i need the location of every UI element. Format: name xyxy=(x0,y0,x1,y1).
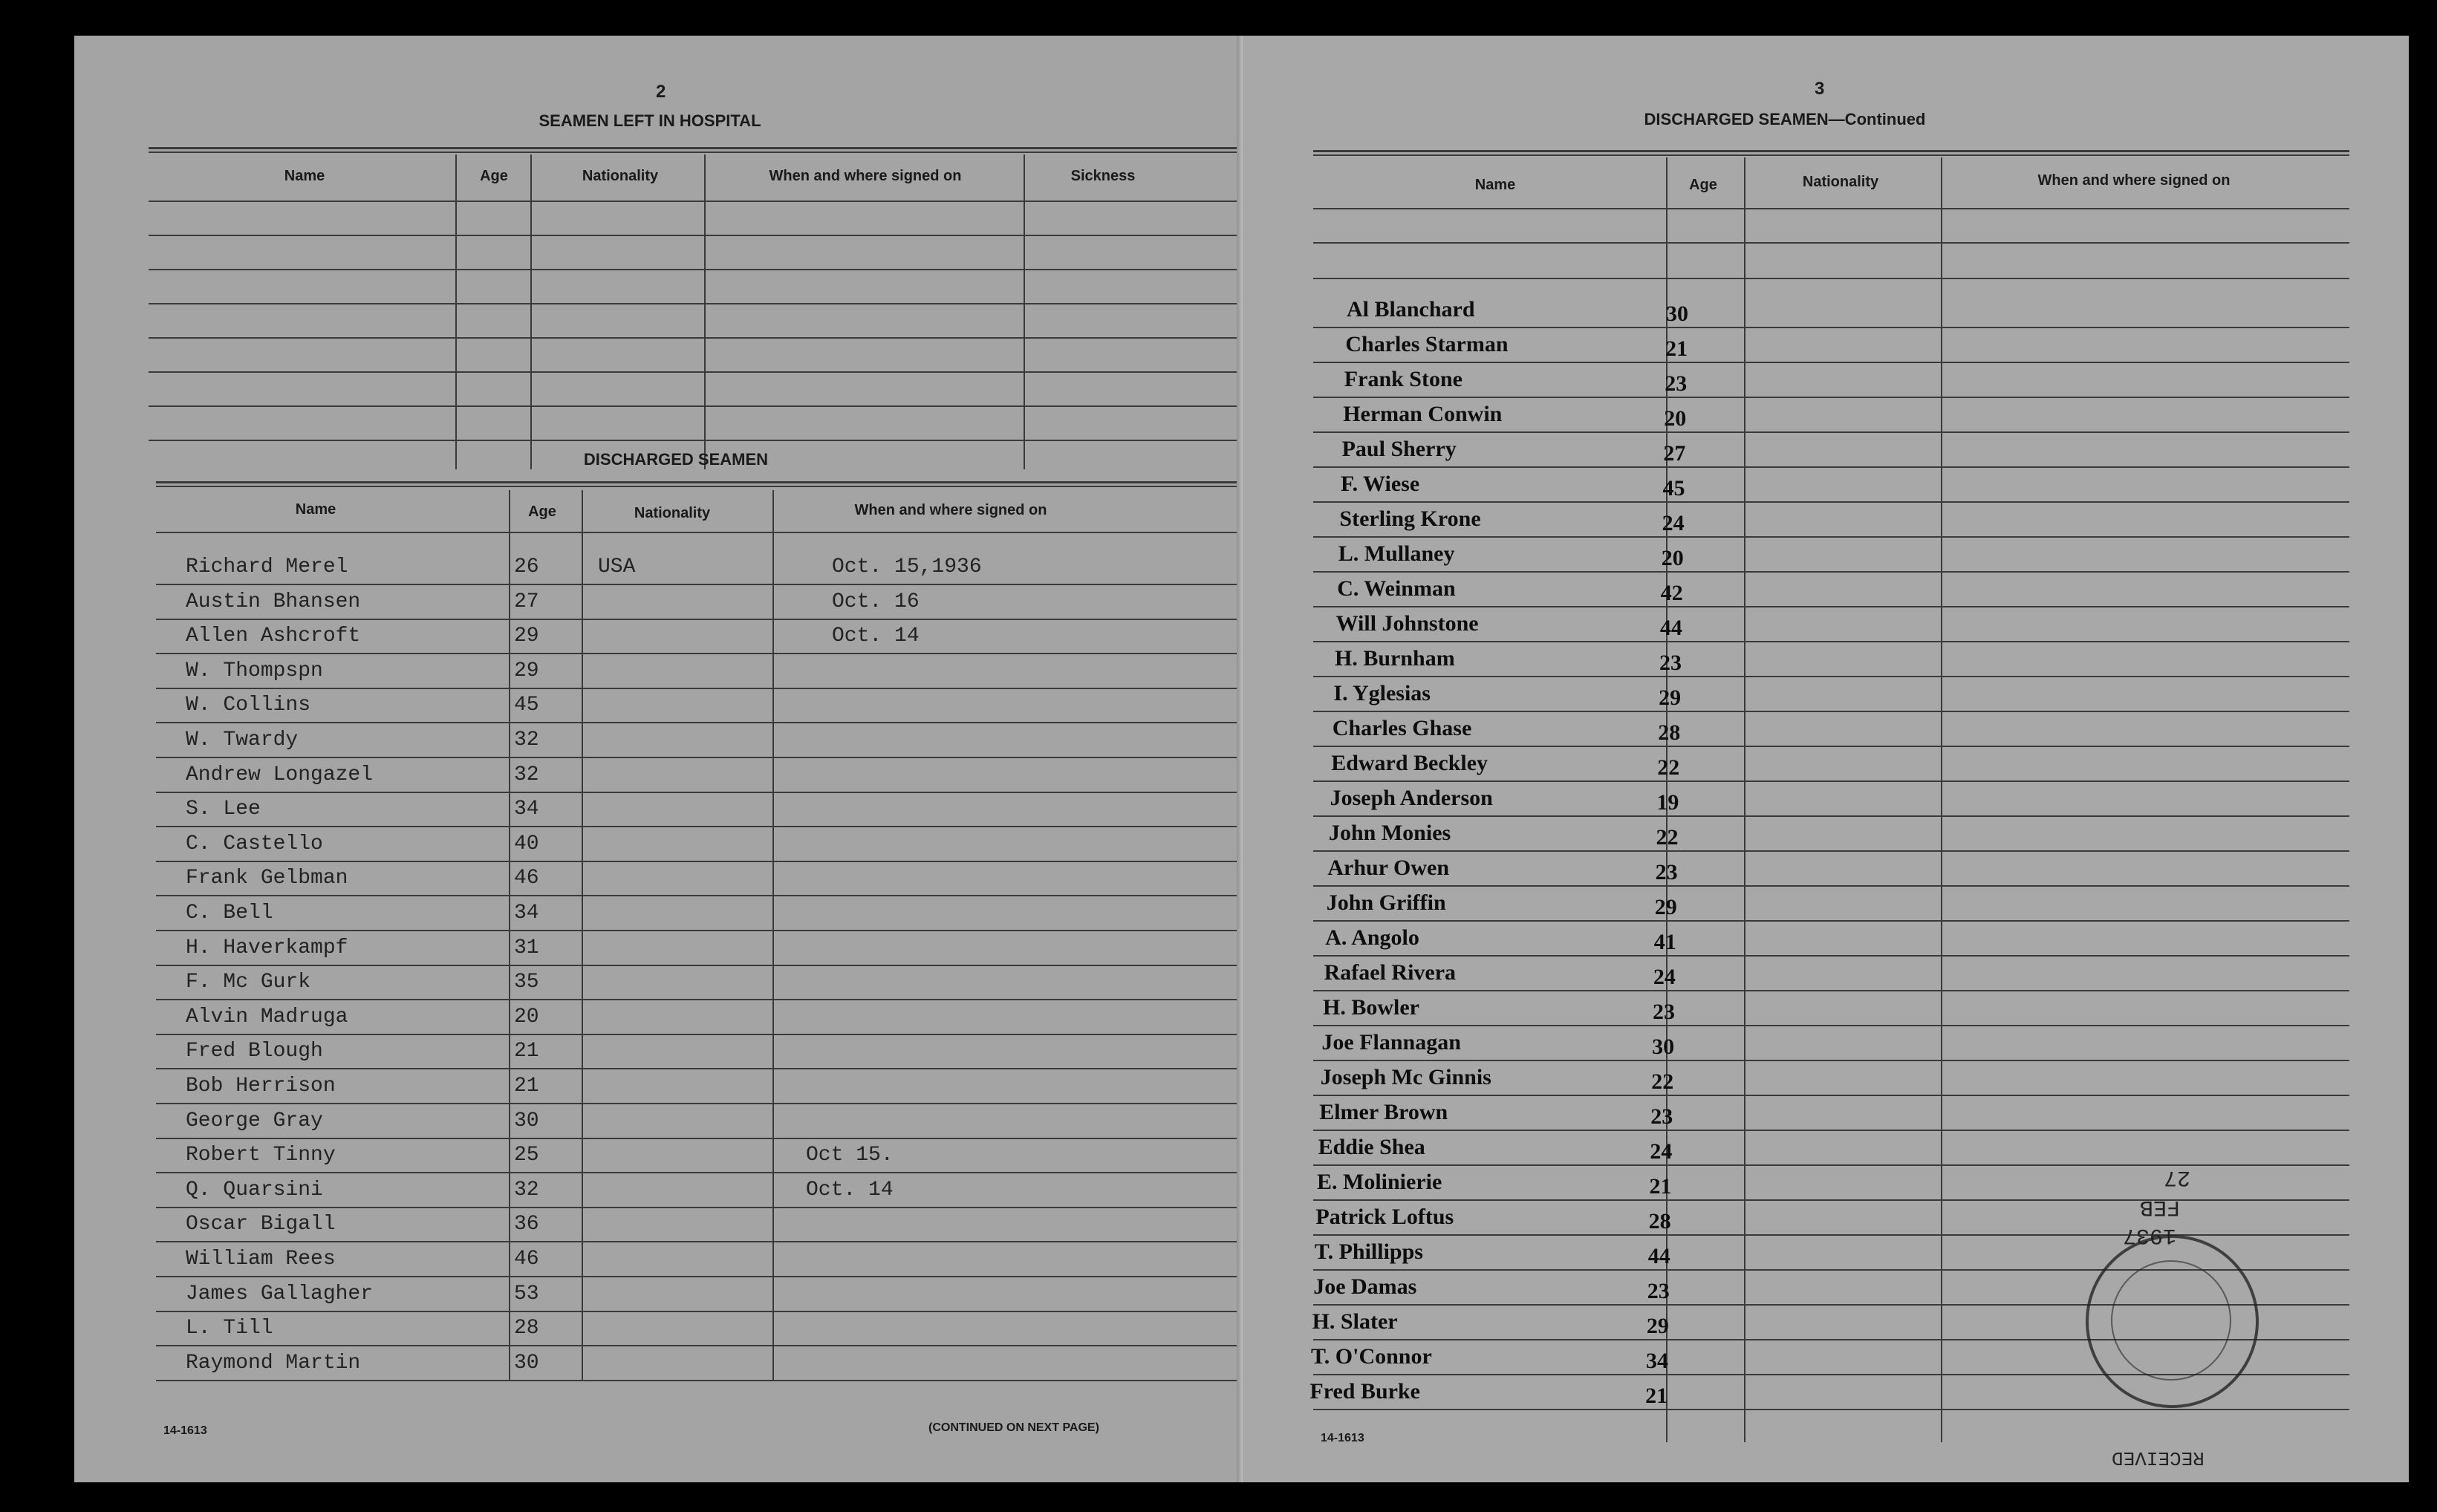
seaman-age: 24 xyxy=(1662,511,1685,535)
seaman-name: Joseph Anderson xyxy=(1330,786,1493,810)
seaman-signed-on: Oct 15. xyxy=(806,1144,894,1167)
seaman-name: Joe Flannagan xyxy=(1321,1030,1461,1055)
discharged-col-signed: When and where signed on xyxy=(854,502,1047,518)
row-rule xyxy=(156,1345,1243,1346)
seaman-age: 21 xyxy=(1665,336,1688,361)
seaman-name: Sterling Krone xyxy=(1339,506,1481,531)
seaman-name: A. Angolo xyxy=(1325,925,1419,950)
seaman-age: 28 xyxy=(1648,1209,1671,1234)
seaman-name: Robert Tinny xyxy=(186,1144,336,1167)
seaman-age: 32 xyxy=(514,763,539,786)
seaman-name: C. Bell xyxy=(186,902,273,925)
seaman-age: 32 xyxy=(514,1178,539,1202)
seaman-name: W. Collins xyxy=(186,694,311,717)
row-rule xyxy=(156,999,1243,1000)
seaman-signed-on: Oct. 16 xyxy=(832,590,920,613)
row-rule xyxy=(156,1276,1243,1277)
row-rule xyxy=(156,1034,1243,1035)
row-rule xyxy=(156,1207,1243,1208)
seaman-name: Alvin Madruga xyxy=(186,1005,348,1029)
seaman-name: W. Thompspn xyxy=(186,659,323,682)
row-rule xyxy=(1313,501,2349,503)
form-number: 14-1613 xyxy=(1321,1432,1364,1444)
page-number: 3 xyxy=(1815,79,1825,99)
row-rule xyxy=(1313,1025,2349,1026)
seaman-name: Bob Herrison xyxy=(186,1075,336,1098)
seaman-name: Andrew Longazel xyxy=(186,763,374,786)
seaman-age: 36 xyxy=(514,1213,539,1236)
row-rule xyxy=(156,584,1243,585)
seaman-age: 22 xyxy=(1657,755,1680,780)
seaman-age: 27 xyxy=(1663,441,1686,466)
seaman-age: 30 xyxy=(1666,302,1688,326)
seaman-age: 31 xyxy=(514,936,539,959)
discharged-continued-title: DISCHARGED SEAMEN—Continued xyxy=(1644,110,1926,128)
row-rule xyxy=(156,1380,1243,1381)
row-rule xyxy=(1313,397,2349,398)
seaman-name: L. Mullaney xyxy=(1338,541,1455,566)
row-rule xyxy=(156,757,1243,758)
seaman-name: William Rees xyxy=(186,1248,336,1271)
seaman-age: 44 xyxy=(1659,616,1682,640)
row-rule xyxy=(1313,641,2349,642)
seaman-name: Eddie Shea xyxy=(1318,1135,1425,1159)
hospital-section-title: SEAMEN LEFT IN HOSPITAL xyxy=(539,111,761,130)
received-mark: RECEIVED xyxy=(2112,1447,2205,1469)
col-name: Name xyxy=(1474,177,1516,193)
seaman-name: Joseph Mc Ginnis xyxy=(1320,1065,1491,1089)
seaman-name: L. Till xyxy=(186,1317,273,1340)
seaman-name: H. Bowler xyxy=(1323,995,1419,1020)
seaman-age: 30 xyxy=(514,1351,539,1375)
seaman-age: 27 xyxy=(514,590,539,613)
seaman-name: H. Burnham xyxy=(1335,646,1455,671)
seaman-name: Fred Burke xyxy=(1309,1379,1420,1404)
seaman-age: 22 xyxy=(1656,825,1679,850)
row-rule xyxy=(1313,1095,2349,1096)
seaman-name: Oscar Bigall xyxy=(186,1213,336,1236)
col-nationality: Nationality xyxy=(1802,174,1879,190)
row-rule xyxy=(1313,885,2349,887)
seaman-signed-on: Oct. 15,1936 xyxy=(832,555,982,579)
seaman-age: 28 xyxy=(1658,720,1681,745)
row-rule xyxy=(156,619,1243,620)
seaman-age: 23 xyxy=(1650,1104,1673,1129)
seaman-age: 23 xyxy=(1665,371,1688,396)
seaman-name: E. Molinierie xyxy=(1317,1170,1442,1194)
seaman-age: 34 xyxy=(1646,1349,1668,1373)
seaman-name: F. Mc Gurk xyxy=(186,971,311,994)
row-rule xyxy=(1313,327,2349,328)
seaman-name: John Griffin xyxy=(1326,890,1446,915)
row-rule xyxy=(1313,850,2349,852)
left-page xyxy=(74,36,1243,1482)
row-rule xyxy=(156,965,1243,966)
col-age: Age xyxy=(1689,177,1717,193)
row-rule xyxy=(156,930,1243,931)
seaman-name: Arhur Owen xyxy=(1327,856,1450,880)
seaman-age: 25 xyxy=(514,1144,539,1167)
seaman-age: 29 xyxy=(514,659,539,682)
stamp-date-year: 1937 xyxy=(2123,1222,2177,1248)
row-rule xyxy=(156,722,1243,723)
seaman-age: 46 xyxy=(514,1248,539,1271)
row-rule xyxy=(1313,990,2349,991)
hospital-col-sickness: Sickness xyxy=(1070,168,1136,184)
row-rule xyxy=(1313,431,2349,433)
hospital-col-signed: When and where signed on xyxy=(769,168,962,184)
row-rule xyxy=(1313,1130,2349,1131)
seaman-age: 21 xyxy=(1645,1384,1668,1408)
seaman-name: Will Johnstone xyxy=(1335,611,1479,636)
row-rule xyxy=(1313,781,2349,782)
seaman-age: 30 xyxy=(514,1109,539,1133)
seaman-age: 53 xyxy=(514,1282,539,1306)
seaman-name: Al Blanchard xyxy=(1347,297,1475,322)
seaman-age: 32 xyxy=(514,729,539,752)
seaman-name: Rafael Rivera xyxy=(1324,960,1457,985)
row-rule xyxy=(1313,606,2349,607)
seaman-name: Patrick Loftus xyxy=(1315,1205,1454,1229)
hospital-col-nationality: Nationality xyxy=(582,168,659,184)
row-rule xyxy=(1313,1164,2349,1166)
seaman-name: F. Wiese xyxy=(1341,472,1420,496)
row-rule xyxy=(1313,536,2349,538)
form-number: 14-1613 xyxy=(163,1424,207,1437)
seaman-name: Raymond Martin xyxy=(186,1351,361,1375)
seaman-age: 34 xyxy=(514,798,539,821)
stamp-date-day: 27 xyxy=(2164,1164,2191,1190)
seaman-age: 41 xyxy=(1653,930,1676,954)
row-rule xyxy=(1313,815,2349,817)
seaman-name: James Gallagher xyxy=(186,1282,374,1306)
seaman-name: W. Twardy xyxy=(186,729,299,752)
row-rule xyxy=(156,1103,1243,1104)
seaman-age: 29 xyxy=(514,625,539,648)
hospital-col-name: Name xyxy=(284,168,325,184)
row-rule xyxy=(156,1068,1243,1069)
seaman-name: T. Phillipps xyxy=(1314,1239,1423,1264)
seaman-name: Charles Ghase xyxy=(1332,716,1472,740)
seaman-name: T. O'Connor xyxy=(1311,1344,1432,1369)
seaman-age: 20 xyxy=(1664,406,1687,431)
seaman-name: S. Lee xyxy=(186,798,261,821)
row-rule xyxy=(1313,920,2349,922)
row-rule xyxy=(156,861,1243,862)
seaman-name: C. Weinman xyxy=(1337,576,1456,601)
row-rule xyxy=(156,1138,1243,1139)
row-rule xyxy=(156,826,1243,827)
seaman-name: I. Yglesias xyxy=(1333,681,1431,706)
seaman-name: Elmer Brown xyxy=(1319,1100,1448,1124)
row-rule xyxy=(156,1241,1243,1242)
seaman-name: John Monies xyxy=(1329,821,1451,845)
seaman-age: 30 xyxy=(1652,1034,1675,1059)
seaman-age: 46 xyxy=(514,867,539,890)
seaman-name: Edward Beckley xyxy=(1331,751,1488,775)
seaman-name: Allen Ashcroft xyxy=(186,625,361,648)
received-stamp-seal xyxy=(2086,1235,2259,1408)
row-rule xyxy=(1313,362,2349,363)
seaman-age: 45 xyxy=(514,694,539,717)
stamp-date-month: FEB xyxy=(2140,1194,2181,1219)
row-rule xyxy=(1313,466,2349,468)
seaman-age: 28 xyxy=(514,1317,539,1340)
seaman-name: Paul Sherry xyxy=(1341,437,1457,461)
seaman-age: 42 xyxy=(1660,581,1683,605)
row-rule xyxy=(1313,746,2349,747)
row-rule xyxy=(156,1172,1243,1173)
seaman-age: 26 xyxy=(514,555,539,579)
row-rule xyxy=(1313,1060,2349,1061)
row-rule xyxy=(156,688,1243,689)
seaman-age: 45 xyxy=(1662,476,1685,501)
seaman-age: 23 xyxy=(1655,860,1678,884)
seaman-age: 44 xyxy=(1647,1244,1670,1268)
row-rule xyxy=(156,653,1243,654)
row-rule xyxy=(1313,1199,2349,1201)
seaman-age: 21 xyxy=(514,1075,539,1098)
page-number: 2 xyxy=(656,82,666,102)
discharged-col-name: Name xyxy=(295,501,336,518)
discharged-col-age: Age xyxy=(528,504,556,520)
discharged-col-nationality: Nationality xyxy=(634,505,711,521)
right-page xyxy=(1243,36,2409,1482)
seaman-age: 34 xyxy=(514,902,539,925)
row-rule xyxy=(1313,1409,2349,1410)
seaman-age: 22 xyxy=(1651,1069,1674,1094)
seaman-age: 21 xyxy=(1649,1174,1672,1199)
seaman-age: 20 xyxy=(514,1005,539,1029)
seaman-name: Frank Stone xyxy=(1344,367,1462,391)
seaman-name: Joe Damas xyxy=(1313,1274,1417,1299)
seaman-name: Frank Gelbman xyxy=(186,867,348,890)
row-rule xyxy=(1313,955,2349,957)
row-rule xyxy=(156,792,1243,793)
seaman-age: 35 xyxy=(514,971,539,994)
seaman-age: 21 xyxy=(514,1040,539,1063)
seaman-age: 23 xyxy=(1647,1279,1670,1303)
seaman-signed-on: Oct. 14 xyxy=(832,625,920,648)
seaman-age: 19 xyxy=(1656,790,1679,815)
row-rule xyxy=(1313,676,2349,677)
seaman-nationality: USA xyxy=(598,555,636,579)
row-rule xyxy=(156,895,1243,896)
row-rule xyxy=(1313,1234,2349,1236)
seaman-name: Richard Merel xyxy=(186,555,348,579)
seaman-age: 23 xyxy=(1659,651,1682,675)
seaman-name: Charles Starman xyxy=(1345,332,1509,356)
row-rule xyxy=(1313,711,2349,712)
seaman-age: 29 xyxy=(1659,685,1682,710)
seaman-name: George Gray xyxy=(186,1109,323,1133)
seaman-age: 24 xyxy=(1650,1139,1673,1164)
hospital-col-age: Age xyxy=(480,168,508,184)
seaman-age: 29 xyxy=(1654,895,1677,919)
seaman-name: C. Castello xyxy=(186,832,323,856)
seaman-name: Q. Quarsini xyxy=(186,1178,323,1202)
row-rule xyxy=(156,1311,1243,1312)
seaman-age: 24 xyxy=(1653,965,1676,989)
discharged-section-title: DISCHARGED SEAMEN xyxy=(583,450,769,469)
seaman-age: 23 xyxy=(1653,1000,1675,1024)
seaman-signed-on: Oct. 14 xyxy=(806,1178,894,1202)
seaman-age: 29 xyxy=(1646,1314,1669,1338)
col-signed: When and where signed on xyxy=(2037,172,2231,189)
seaman-age: 20 xyxy=(1661,546,1684,570)
seaman-name: H. Haverkampf xyxy=(186,936,348,959)
seaman-name: Fred Blough xyxy=(186,1040,323,1063)
row-rule xyxy=(1313,571,2349,573)
continued-note: (CONTINUED ON NEXT PAGE) xyxy=(928,1421,1099,1434)
seaman-name: H. Slater xyxy=(1312,1309,1398,1334)
seaman-name: Austin Bhansen xyxy=(186,590,361,613)
seaman-name: Herman Conwin xyxy=(1343,402,1503,426)
seaman-age: 40 xyxy=(514,832,539,856)
